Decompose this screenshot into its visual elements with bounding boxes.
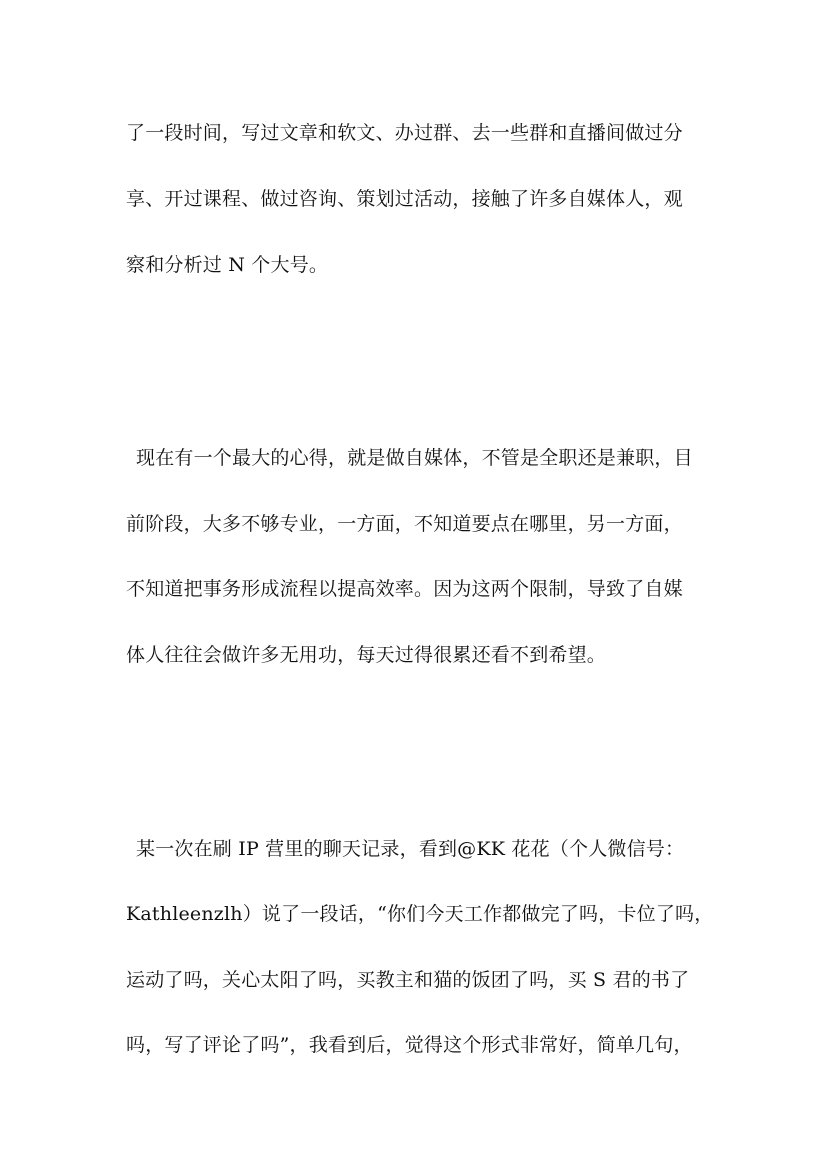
text-line: 吗，写了评论了吗”，我看到后，觉得这个形式非常好，简单几句，	[126, 1034, 693, 1056]
text-line: 体人往往会做许多无用功，每天过得很累还看不到希望。	[126, 644, 607, 666]
text-line: Kathleenzlh）说了一段话，“你们今天工作都做完了吗，卡位了吗，	[126, 903, 714, 925]
text-line: 不知道把事务形成流程以提高效率。因为这两个限制，导致了自媒	[126, 578, 683, 600]
text-line: 察和分析过 N 个大号。	[126, 254, 329, 276]
text-line: 享、开过课程、做过咨询、策划过活动，接触了许多自媒体人，观	[126, 188, 683, 210]
text-line: 前阶段，大多不够专业，一方面，不知道要点在哪里，另一方面，	[126, 513, 683, 535]
text-line: 某一次在刷 IP 营里的聊天记录，看到@KK 花花（个人微信号：	[136, 838, 685, 860]
text-line: 了一段时间，写过文章和软文、办过群、去一些群和直播间做过分	[126, 122, 683, 144]
text-line: 现在有一个最大的心得，就是做自媒体，不管是全职还是兼职，目	[136, 447, 693, 469]
text-line: 运动了吗，关心太阳了吗，买教主和猫的饭团了吗，买 S 君的书了	[126, 969, 690, 991]
